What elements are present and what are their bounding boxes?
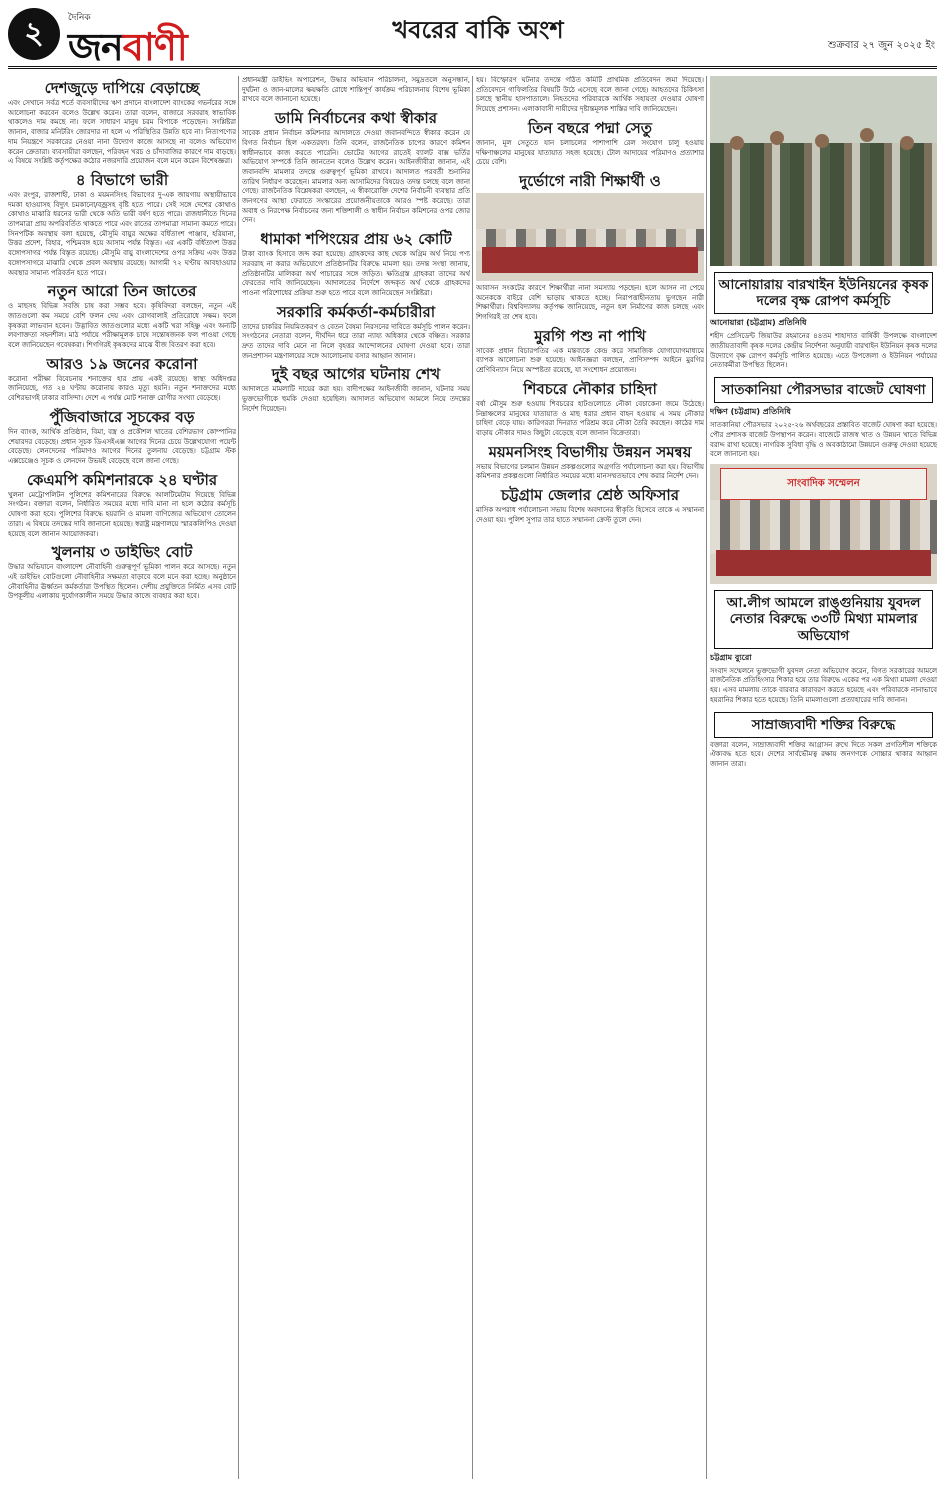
story-text: দিন ব্যাংক, আর্থিক প্রতিষ্ঠান, বিমা, বস্ত্র ও প্রকৌশল খাতের বেশিরভাগ কোম্পানির শেয়ারদর বেড়েছে। প্রধান সূচক ডিএসইএক্স আগের দিনের চেয়ে উল্লেখযোগ্য পয়েন্ট বেড়েছে। লেনদেনের পরিমাণও আগের দিনের তুলনায় বেড়েছে। চট্টগ্রাম স্টক এক্সচেঞ্জেও সূচক ও লেনদেন উভয়ই বেড়েছে বলে জানা গেছে। [8,427,236,465]
column-4 [710,76,937,1479]
story-text: আদালতে মামলাটি দায়ের করা হয়। বাদীপক্ষের আইনজীবী জানান, ঘটনার সময় ভুক্তভোগীকে হুমকি দেওয়া হয়েছিল। আদালত অভিযোগ আমলে নিয়ে তদন্তের নির্দেশ দিয়েছেন। [242,385,470,413]
story [242,230,470,299]
issue-date: শুক্রবার ২৭ জুন ২০২৫ ইং [827,40,935,51]
story-text: এবং রংপুর, রাজশাহী, ঢাকা ও ময়মনসিংহ বিভাগের দু-এক জায়গায় অস্থায়ীভাবে দমকা হাওয়াসহ বিদ্যুৎ চমকানো/বজ্রসহ বৃষ্টি হতে পারে। সেই সঙ্গে দেশের কোথাও কোথাও মাঝারি ধরনের ভারী থেকে অতি ভারী বর্ষণ হতে পারে। রাজধানীতে দিনের তাপমাত্রা প্রায় অপরিবর্তিত থাকতে পারে এবং রাতের তাপমাত্রা সামান্য কমতে পারে। সিনপটিক অবস্থায় বলা হয়েছে, মৌসুমি বায়ুর অক্ষের বর্ধিতাংশ পাঞ্জাব, হরিয়ানা, উত্তর প্রদেশ, বিহার, পশ্চিমবঙ্গ হয়ে আসাম পর্যন্ত বিস্তৃত। এর একটি বর্ধিতাংশ উত্তর বঙ্গোপসাগর পর্যন্ত বিস্তৃত রয়েছে। মৌসুমি বায়ু বাংলাদেশের ওপর সক্রিয় এবং উত্তর বঙ্গোপসাগরে মাঝারি থেকে প্রবল অবস্থায় রয়েছে। আগামী ৭২ ঘণ্টায় আবহাওয়ার অবস্থার সামান্য পরিবর্তন হতে পারে। [8,190,236,277]
person-head [730,136,744,150]
story-headline: খুলনায় ৩ ডাইভিং বোট [51,543,193,562]
table-figure [716,550,931,576]
story-headline: ধামাকা শপিংয়ের প্রায় ৬২ কোটি [260,230,452,249]
story-headline: দুর্ভোগে নারী শিক্ষার্থী ও [519,171,661,190]
press-conference-photo [710,464,937,584]
story-headline: সাতকানিয়া পৌরসভার বাজেট ঘোষণা [714,377,933,403]
newspaper-logo [68,18,187,82]
audience-figure [710,500,937,554]
story-text: সাতকানিয়া পৌরসভার ২০২৫-২৬ অর্থবছরের প্রস্তাবিত বাজেট ঘোষণা করা হয়েছে। পৌর প্রশাসক বাজেট উপস্থাপন করেন। বাজেটে রাজস্ব খাত ও উন্নয়ন খাতে বিভিন্ন বরাদ্দ রাখা হয়েছে। নাগরিক সুবিধা বৃদ্ধি ও অবকাঠামো উন্নয়নে গুরুত্ব দেওয়া হয়েছে বলে জানানো হয়। [710,421,937,459]
person-head [770,131,784,145]
story-text: হয়। বিস্ফোরণ ঘটনার তদন্তে গঠিত কমিটি প্রাথমিক প্রতিবেদন জমা দিয়েছে। প্রতিবেদনে গাফিলতির বিষয়টি উঠে এসেছে বলে জানা গেছে। আহতদের চিকিৎসা চলছে স্থানীয় হাসপাতালে। নিহতদের পরিবারকে আর্থিক সহায়তা দেওয়ার ঘোষণা দিয়েছে প্রশাসন। এলাকাবাসী দায়ীদের দৃষ্টান্তমূলক শাস্তির দাবি জানিয়েছেন। [476,76,704,114]
story-text: এবং সেখানে সর্বত্র শর্তে ব্যবসায়ীদের ঋণ প্রদানে বাংলাদেশ ব্যাংকের গভর্নরের সঙ্গে আলোচনা করবেন বলেও উল্লেখ করেন। তারা বলেন, বাজারে সরবরাহ স্বাভাবিক থাকলেও দাম কমছে না। ফলে সাধারণ মানুষ চরম বিপাকে পড়েছেন। সংশ্লিষ্টরা জানান, বাজার মনিটরিং জোরদার না হলে এ পরিস্থিতির উন্নতি হবে না। নিত্যপণ্যের দাম নিয়ন্ত্রণে সরকারের নেওয়া নানা উদ্যোগ কাজে আসছে না বলেও অভিযোগ করেন ক্রেতারা। ব্যবসায়ীরা বলছেন, পরিবহন খরচ ও চাঁদাবাজির কারণে দাম বাড়ছে। এ বিষয়ে সংশ্লিষ্ট কর্তৃপক্ষের কঠোর নজরদারি প্রয়োজন বলে মনে করেন বিশেষজ্ঞরা। [8,99,236,166]
page-title: খবরের বাকি অংশ [392,15,564,44]
story-headline: ময়মনসিংহ বিভাগীয় উন্নয়ন সমন্বয় [488,442,692,461]
logo-prefix: দৈনিক [68,13,91,23]
story [242,109,470,226]
story-headline: আনোয়ারায় বারখাইন ইউনিয়নের কৃষক দলের বৃক্ষ রোপণ কর্মসূচি [714,272,933,314]
story [710,712,937,770]
story-text: শহীদ প্রেসিডেন্ট জিয়াউর রহমানের ৪৪তম শাহাদাত বার্ষিকী উপলক্ষে বাংলাদেশ জাতীয়তাবাদী কৃষক দলের কেন্দ্রীয় নির্দেশনা অনুযায়ী বারখাইন ইউনিয়ন কৃষক দলের উদ্যোগে বৃক্ষ রোপণ কর্মসূচি পালিত হয়েছে। এতে উপজেলা ও ইউনিয়ন পর্যায়ের নেতাকর্মীরা উপস্থিত ছিলেন। [710,332,937,370]
byline: দক্ষিণ (চট্টগ্রাম) প্রতিনিধি [710,407,791,417]
story-text: প্রধানমন্ত্রী ডাইভিং অপারেশন, উদ্ধার অভিযান পরিচালনা, সমুদ্রতলে অনুসন্ধান, দুর্ঘটনা ও জান-মালের ক্ষয়ক্ষতি রোধে শান্তিপূর্ণ কার্যক্রম পরিচালনায় বিশেষ ভূমিকা রাখবে বলে জানানো হয়েছে। [242,76,470,104]
logo-part-b: বাণী [122,24,187,69]
column-divider [706,76,707,1479]
person-head [900,136,914,150]
story [8,282,236,351]
story-headline: দুই বছর আগের ঘটনায় শেখ [271,365,441,384]
story-headline: আ.লীগ আমলে রাঙ্গুনিয়ায় যুবদল নেতার বিরুদ্ধে ৩৩টি মিথ্যা মামলার অভিযোগ [714,590,933,649]
press-banner: সাংবাদিক সম্মেলন [720,468,927,500]
story-headline: সাম্রাজ্যবাদী শক্তির বিরুদ্ধে [714,712,933,738]
story-headline: শিবচরে নৌকার চাহিদা [523,379,657,398]
meeting-photo [476,193,704,281]
story-headline: দেশজুড়ে দাপিয়ে বেড়াচ্ছে [44,79,200,97]
story-headline: আরও ১৯ জনের করোনা [46,354,198,373]
story-text: বক্তারা বলেন, সাম্রাজ্যবাদী শক্তির আগ্রাসন রুখে দিতে সকল প্রগতিশীল শক্তিকে ঐক্যবদ্ধ হতে হবে। দেশের সার্বভৌমত্ব রক্ষায় জনগণকে সোচ্চার থাকার আহ্বান জানান তারা। [710,740,937,769]
story [476,380,704,439]
story-headline: তিন বছরে পদ্মা সেতু [527,118,653,137]
page-number: ২ [8,8,60,60]
story [476,119,704,168]
story-text: সভায় বিভাগের চলমান উন্নয়ন প্রকল্পগুলোর অগ্রগতি পর্যালোচনা করা হয়। বিভাগীয় কমিশনার প্রকল্পগুলো নির্ধারিত সময়ের মধ্যে মানসম্মতভাবে শেষ করার নির্দেশ দেন। [476,462,704,481]
story [476,486,704,525]
byline: চট্টগ্রাম ব্যুরো [710,652,752,662]
story-headline: কেএমপি কমিশনারকে ২৪ ঘণ্টার [26,470,218,489]
story [8,355,236,404]
story-headline: ৪ বিভাগে ভারী [75,170,169,189]
story-text: টাকা ব্যাংক হিসাবে জব্দ করা হয়েছে। গ্রাহকদের কাছ থেকে অগ্রিম অর্থ নিয়ে পণ্য সরবরাহ না করার অভিযোগে প্রতিষ্ঠানটির বিরুদ্ধে মামলা হয়। তদন্ত সংস্থা জানায়, প্রতিষ্ঠানটির মালিকরা অর্থ পাচারের সঙ্গে জড়িত। ক্ষতিগ্রস্ত গ্রাহকরা তাদের অর্থ ফেরতের দাবি জানিয়েছেন। আদালতের নির্দেশে জব্দকৃত অর্থ থেকে গ্রাহকদের পাওনা পরিশোধের প্রক্রিয়া শুরু হতে পারে বলে জানিয়েছেন সংশ্লিষ্টরা। [242,250,470,297]
table-figure [482,247,698,273]
story [710,272,937,371]
tree-planting-photo [710,76,937,266]
person-head [860,128,874,142]
story-text: সাবেক প্রধান বিচারপতির এক মন্তব্যকে কেন্দ্র করে সামাজিক যোগাযোগমাধ্যমে ব্যাপক আলোচনা শুরু হয়েছে। আইনজ্ঞরা বলছেন, প্রাণিসম্পদ আইনে মুরগির শ্রেণিবিন্যাস নিয়ে অস্পষ্টতা রয়েছে, যা সংশোধন প্রয়োজন। [476,346,704,375]
logo-part-a: জন [68,24,123,69]
story-text: মাসিক অপরাধ পর্যালোচনা সভায় বিশেষ অবদানের স্বীকৃতি হিসেবে তাকে এ সম্মাননা দেওয়া হয়। পুলিশ সুপার তার হাতে সম্মাননা ক্রেস্ট তুলে দেন। [476,506,704,524]
column-2 [242,76,470,1479]
story [242,76,470,105]
masthead-rule [8,66,937,69]
story [242,365,470,414]
story [710,377,937,460]
person-head [815,134,829,148]
story-headline: নতুন আরো তিন জাতের [47,282,197,301]
story-text: জানান, মূল সেতুতে যান চলাচলের পাশাপাশি রেল সংযোগ চালু হওয়ায় দক্ষিণাঞ্চলের মানুষের যাতায়াত সহজ হয়েছে। টোল আদায়ের পরিমাণও প্রত্যাশার চেয়ে বেশি। [476,138,704,167]
story [242,303,470,362]
story [8,471,236,540]
story [476,172,704,323]
column-divider [238,76,239,1479]
story-text: তাদের চাকরির নিয়মিতকরণ ও বেতন বৈষম্য নিরসনের দাবিতে কর্মসূচি পালন করেন। সংগঠনের নেতারা বলেন, দীর্ঘদিন ধরে তারা ন্যায্য অধিকার থেকে বঞ্চিত। সরকার দ্রুত তাদের দাবি মেনে না নিলে বৃহত্তর আন্দোলনের ঘোষণা দেওয়া হবে। তারা জনপ্রশাসন মন্ত্রণালয়ের সঙ্গে আলোচনায় বসার আহ্বান জানান। [242,322,470,360]
story-headline: ডামি নির্বাচনের কথা স্বীকার [274,109,438,128]
byline: আনোয়ারা (চট্টগ্রাম) প্রতিনিধি [710,318,807,328]
story-headline: পুঁজিবাজারে সূচকের বড় [49,407,195,426]
masthead [8,8,937,74]
column-divider [472,76,473,1479]
story [476,443,704,482]
photo-sky [710,76,937,143]
column-1 [8,76,236,1479]
story-headline: সরকারি কর্মকর্তা-কর্মচারীরা [276,302,436,321]
story-headline: মুরগি পশু না পাখি [534,326,646,345]
story-text: সংবাদ সম্মেলনে ভুক্তভোগী যুবদল নেতা অভিযোগ করেন, বিগত সরকারের আমলে রাজনৈতিক প্রতিহিংসার শিকার হয়ে তার বিরুদ্ধে একের পর এক মিথ্যা মামলা দেওয়া হয়। এসব মামলায় তাকে বারবার কারাবরণ করতে হয়েছে এবং পরিবারকে নানাভাবে হয়রানির শিকার হতে হয়েছে। তিনি মামলাগুলো প্রত্যাহারের দাবি জানান। [710,666,937,704]
story-text: খুলনা মেট্রোপলিটন পুলিশের কমিশনারের বিরুদ্ধে আলটিমেটাম দিয়েছে বিভিন্ন সংগঠন। বক্তারা বলেন, নির্ধারিত সময়ের মধ্যে দাবি মানা না হলে কঠোর কর্মসূচি ঘোষণা করা হবে। পুলিশের বিরুদ্ধে হয়রানি ও মামলা বাণিজ্যের অভিযোগ তোলেন তারা। এ বিষয়ে তদন্তের দাবি জানানো হয়েছে। স্বরাষ্ট্র মন্ত্রণালয়ে স্মারকলিপিও দেওয়া হয়েছে বলে জানান আয়োজকরা। [8,490,236,538]
story [8,79,236,167]
story-text: ও মাছসহ বিভিন্ন সবজি চাষ করা সম্ভব হবে। কৃষিবিদরা বলছেন, নতুন এই জাতগুলো কম সময়ে বেশি ফলন দেয় এবং রোগবালাই প্রতিরোধে সক্ষম। ফলে কৃষকরা লাভবান হবেন। উদ্ভাবিত জাতগুলোর মধ্যে একটি খরা সহিষ্ণু এবং অন্যটি লবণাক্ততা সহনশীল। মাঠ পর্যায়ে পরীক্ষামূলক চাষে সন্তোষজনক ফল পাওয়া গেছে বলে জানিয়েছেন গবেষকরা। শিগগিরই কৃষকদের মাঝে বীজ বিতরণ করা হবে। [8,302,236,350]
story-headline: চট্টগ্রাম জেলার শ্রেষ্ঠ অফিসার [501,486,679,505]
story-text: আবাসন সংকটের কারণে শিক্ষার্থীরা নানা সমস্যায় পড়ছেন। হলে আসন না পেয়ে অনেককে বাইরে বেশি ভাড়ায় থাকতে হচ্ছে। নিরাপত্তাহীনতায় ভুগছেন নারী শিক্ষার্থীরা। বিশ্ববিদ্যালয় কর্তৃপক্ষ জানিয়েছে, নতুন হল নির্মাণের কাজ চলছে এবং শিগগিরই তা শেষ হবে। [476,283,704,322]
story [710,590,937,705]
story [476,327,704,376]
story-text: বর্ষা মৌসুম শুরু হওয়ায় শিবচরের হাটগুলোতে নৌকা বেচাকেনা জমে উঠেছে। নিম্নাঞ্চলের মানুষের যাতায়াত ও মাছ ধরার প্রধান বাহন হওয়ায় এ সময় নৌকার চাহিদা বেড়ে যায়। কারিগররা দিনরাত পরিশ্রম করে নৌকা তৈরি করছেন। কাঠের দাম বাড়ায় নৌকার দামও কিছুটা বেড়েছে বলে জানান বিক্রেতারা। [476,399,704,437]
story [8,408,236,467]
story-text: করোনা পরীক্ষা বিবেচনায় শনাক্তের হার প্রায় একই রয়েছে। স্বাস্থ্য অধিদপ্তর জানিয়েছে, গত ২৪ ঘণ্টায় করোনায় কারও মৃত্যু হয়নি। নতুন শনাক্তদের মধ্যে বেশিরভাগই ঢাকার বাসিন্দা। দেশে এ পর্যন্ত মোট শনাক্ত রোগীর সংখ্যা বেড়েছে। [8,374,236,403]
photo-crowd [710,143,937,267]
column-3 [476,76,704,1479]
story-text: উদ্ধার অভিযানে বাংলাদেশ নৌবাহিনী গুরুত্বপূর্ণ ভূমিকা পালন করে আসছে। নতুন এই ডাইভিং বোটগুলো নৌবাহিনীর সক্ষমতা বাড়াবে বলে মনে করা হচ্ছে। অনুষ্ঠানে নৌবাহিনীর ঊর্ধ্বতন কর্মকর্তারা উপস্থিত ছিলেন। দেশীয় প্রযুক্তিতে নির্মিত এসব বোট উপকূলীয় এলাকায় দুর্যোগকালীন সময়ে উদ্ধার কাজে ব্যবহার করা হবে। [8,563,236,601]
story-text: সাবেক প্রধান নির্বাচন কমিশনার আদালতে দেওয়া জবানবন্দিতে স্বীকার করেন যে বিগত নির্বাচন ছিল একতরফা। তিনি বলেন, রাজনৈতিক চাপের কারণে কমিশন স্বাধীনভাবে কাজ করতে পারেনি। ভোটের আগের রাতেই ব্যালট বাক্স ভর্তির অভিযোগ সম্পর্কে তিনি জানতেন বলেও উল্লেখ করেন। আইনজীবীরা জানান, এই জবানবন্দি মামলার তদন্তে গুরুত্বপূর্ণ ভূমিকা রাখবে। আদালত পরবর্তী শুনানির তারিখ নির্ধারণ করেছেন। মামলার অন্য আসামিদের বিষয়েও তদন্ত চলছে বলে জানা গেছে। রাজনৈতিক বিশ্লেষকরা বলছেন, এ স্বীকারোক্তি দেশের নির্বাচনী ব্যবস্থার প্রতি জনগণের আস্থা ফেরাতে সংস্কারের প্রয়োজনীয়তাকে আরও স্পষ্ট করেছে। তারা অবাধ ও নিরপেক্ষ নির্বাচনের জন্য শক্তিশালী ও স্বাধীন নির্বাচন কমিশনের ওপর জোর দেন। [242,129,470,225]
story [8,171,236,278]
story [8,543,236,602]
story [476,76,704,115]
